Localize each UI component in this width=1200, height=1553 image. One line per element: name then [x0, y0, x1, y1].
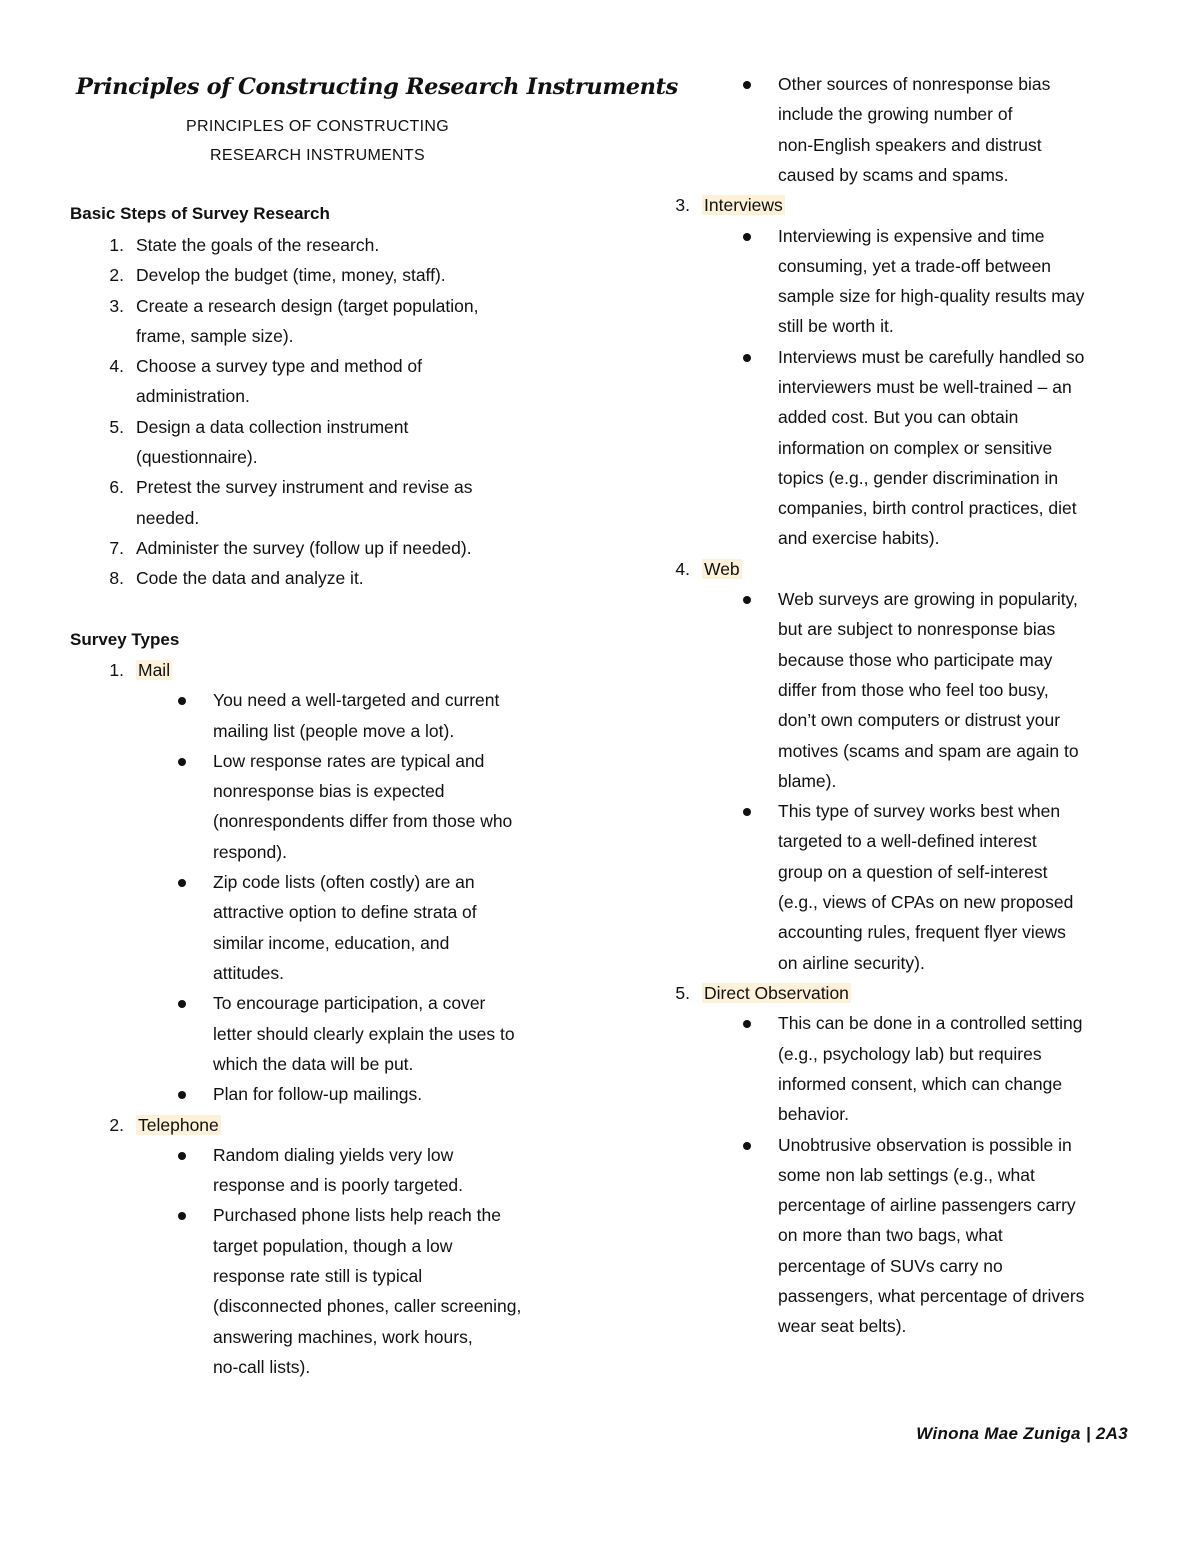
bullet-text-line: Low response rates are typical and [213, 750, 485, 771]
bullet-text-line: and exercise habits). [778, 528, 940, 549]
bullet-icon [743, 1020, 751, 1028]
bullet-text-line: Purchased phone lists help reach the [213, 1205, 501, 1226]
bullet-text-line: Zip code lists (often costly) are an [213, 872, 475, 893]
bullet-text-line: on airline security). [778, 952, 925, 973]
bullet-text-line: which the data will be put. [213, 1053, 414, 1074]
step-text-line: administration. [136, 386, 250, 407]
bullet-text-line: Plan for follow-up mailings. [213, 1084, 423, 1105]
bullet-text-line: sample size for high-quality results may [778, 286, 1085, 307]
bullet-icon [178, 1091, 186, 1099]
bullet-text-line: non-English speakers and distrust [778, 134, 1042, 155]
step-number: 8. [109, 568, 124, 589]
bullet-text-line: information on complex or sensitive [778, 437, 1053, 458]
bullet-text-line: informed consent, which can change [778, 1073, 1063, 1094]
bullet-text-line: blame). [778, 770, 837, 791]
bullet-text-line: differ from those who feel too busy, [778, 679, 1049, 700]
bullet-text-line: still be worth it. [778, 316, 894, 337]
bullet-text-line: Interviews must be carefully handled so [778, 346, 1085, 367]
bullet-text-line: This can be done in a controlled setting [778, 1013, 1083, 1034]
bullet-text-line: attractive option to define strata of [213, 902, 477, 923]
bullet-text-line: response rate still is typical [213, 1265, 423, 1286]
survey-type-name [702, 554, 742, 584]
bullet-icon [743, 233, 751, 241]
highlighted-type-name: Interviews [704, 195, 783, 216]
step-number: 1. [109, 235, 124, 255]
survey-type-number: 1. [109, 660, 124, 680]
bullet-text-line: Unobtrusive observation is possible in [778, 1134, 1072, 1155]
step-text-line: Design a data collection instrument [136, 416, 409, 437]
bullet-text-line: companies, birth control practices, diet [778, 498, 1077, 519]
survey-type-name [136, 655, 172, 685]
bullet-text-line: no-call lists). [213, 1356, 311, 1377]
bullet-text-line: added cost. But you can obtain [778, 407, 1019, 428]
bullet-text-line: behavior. [778, 1104, 850, 1125]
bullet-text-line: accounting rules, frequent flyer views [778, 922, 1066, 943]
step-number: 3. [109, 295, 124, 316]
bullet-text-line: mailing list (people move a lot). [213, 720, 455, 741]
step-text-line: (questionnaire). [136, 447, 258, 468]
bullet-icon [178, 697, 186, 705]
author-footer: Winona Mae Zuniga | 2A3 [916, 1424, 1128, 1443]
step-text-line: needed. [136, 507, 200, 528]
bullet-icon [178, 1212, 186, 1220]
highlighted-type-name: Web [704, 558, 740, 579]
section-heading-survey-types: Survey Types [70, 630, 180, 649]
step-number: 7. [109, 538, 124, 558]
step-text-line: Create a research design (target population, [136, 295, 479, 316]
step-number: 6. [109, 477, 124, 498]
highlighted-type-name: Mail [138, 660, 171, 680]
bullet-text-line: nonresponse bias is expected [213, 781, 445, 802]
section-heading-basic-steps: Basic Steps of Survey Research [70, 204, 330, 223]
highlighted-type-name: Telephone [138, 1114, 219, 1135]
bullet-text-line: but are subject to nonresponse bias [778, 619, 1056, 640]
bullet-text-line: group on a question of self-interest [778, 861, 1048, 882]
bullet-text-line: consuming, yet a trade-off between [778, 255, 1052, 276]
bullet-icon [743, 808, 751, 816]
survey-type-name [702, 190, 785, 220]
bullet-text-line: (disconnected phones, caller screening, [213, 1296, 522, 1317]
bullet-text-line: respond). [213, 841, 287, 862]
bullet-text-line: because those who participate may [778, 649, 1053, 670]
step-number: 2. [109, 265, 124, 286]
bullet-text-line: motives (scams and spam are again to [778, 740, 1079, 761]
bullet-text-line: answering machines, work hours, [213, 1326, 473, 1347]
bullet-text-line: (e.g., views of CPAs on new proposed [778, 892, 1074, 913]
bullet-text-line: caused by scams and spams. [778, 164, 1009, 185]
step-text-line: Pretest the survey instrument and revise as [136, 477, 473, 498]
bullet-icon [743, 354, 751, 362]
survey-type-number: 4. [675, 558, 690, 579]
step-text-line: Choose a survey type and method of [136, 356, 423, 377]
bullet-icon [178, 879, 186, 887]
bullet-text-line: percentage of airline passengers carry [778, 1195, 1076, 1216]
step-number: 4. [109, 356, 124, 377]
bullet-text-line: some non lab settings (e.g., what [778, 1164, 1035, 1185]
bullet-text-line: passengers, what percentage of drivers [778, 1286, 1085, 1306]
bullet-text-line: don’t own computers or distrust your [778, 710, 1061, 731]
bullet-text-line: To encourage participation, a cover [213, 993, 486, 1014]
bullet-text-line: response and is poorly targeted. [213, 1175, 464, 1196]
bullet-text-line: interviewers must be well-trained – an [778, 376, 1072, 397]
bullet-text-line: similar income, education, and [213, 932, 450, 953]
bullet-text-line: Random dialing yields very low [213, 1144, 454, 1165]
survey-type-name [136, 1110, 221, 1140]
bullet-text-line: You need a well-targeted and current [213, 690, 500, 711]
subtitle-line-1: PRINCIPLES OF CONSTRUCTING [186, 118, 449, 135]
bullet-text-line: Web surveys are growing in popularity, [778, 589, 1078, 610]
bullet-icon [178, 1000, 186, 1008]
bullet-text-line: targeted to a well-defined interest [778, 831, 1037, 852]
step-text-line: frame, sample size). [136, 325, 294, 346]
bullet-text-line: target population, though a low [213, 1235, 453, 1256]
bullet-text-line: include the growing number of [778, 104, 1013, 125]
bullet-text-line: (e.g., psychology lab) but requires [778, 1043, 1042, 1064]
survey-type-number: 5. [675, 983, 690, 1003]
bullet-text-line: wear seat belts). [778, 1316, 907, 1337]
highlighted-type-name: Direct Observation [704, 983, 849, 1003]
bullet-text-line: attitudes. [213, 962, 285, 983]
bullet-icon [743, 1142, 751, 1150]
survey-type-name [702, 978, 851, 1008]
bullet-text-line: topics (e.g., gender discrimination in [778, 467, 1059, 488]
survey-type-number: 2. [109, 1114, 124, 1135]
bullet-text-line: on more than two bags, what [778, 1225, 1003, 1246]
step-text-line: Code the data and analyze it. [136, 568, 364, 589]
bullet-icon [743, 81, 751, 89]
bullet-text-line: Other sources of nonresponse bias [778, 74, 1051, 94]
bullet-text-line: letter should clearly explain the uses to [213, 1023, 515, 1044]
bullet-icon [178, 758, 186, 766]
bullet-text-line: percentage of SUVs carry no [778, 1255, 1003, 1276]
document-title: Principles of Constructing Research Instruments [76, 74, 678, 100]
bullet-text-line: (nonrespondents differ from those who [213, 811, 513, 832]
bullet-text-line: Interviewing is expensive and time [778, 225, 1045, 246]
bullet-icon [178, 1152, 186, 1160]
bullet-icon [743, 596, 751, 604]
step-text-line: State the goals of the research. [136, 235, 380, 255]
bullet-text-line: This type of survey works best when [778, 801, 1061, 822]
step-text-line: Administer the survey (follow up if needed). [136, 538, 472, 558]
subtitle-line-2: RESEARCH INSTRUMENTS [210, 147, 425, 164]
step-text-line: Develop the budget (time, money, staff). [136, 265, 446, 286]
step-number: 5. [109, 416, 124, 437]
survey-type-number: 3. [675, 195, 690, 216]
